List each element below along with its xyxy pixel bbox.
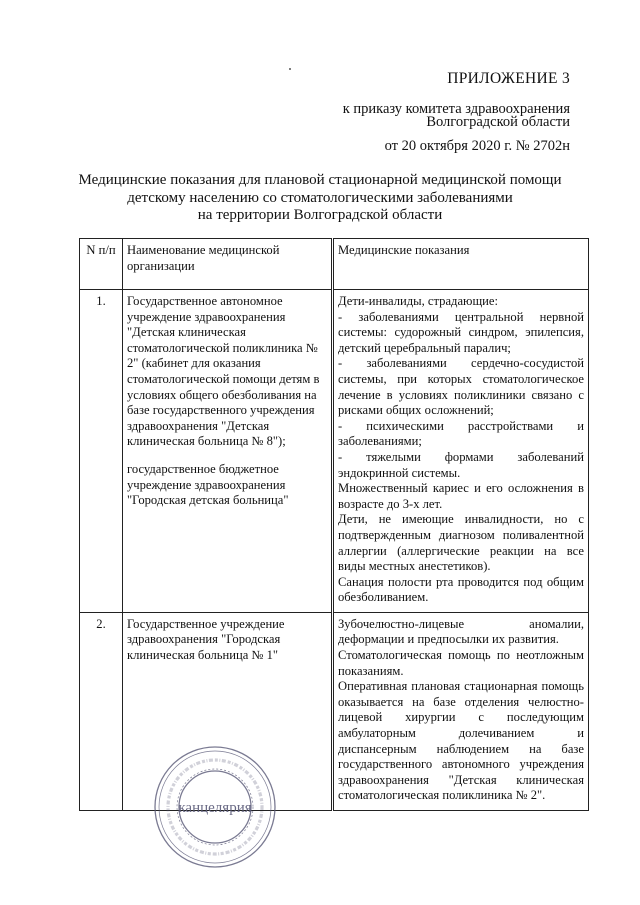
column-header-number: N п/п (80, 239, 123, 290)
organization-name: Государственное автономное учреждение здравоохранения "Детская клиническая стоматологической поликлиника № 2" (кабинет для оказания стоматологической помощи детям в условиях общего обезболивания на базе государственного учреждения здравоохранения "Детская клиническая больница № 8"); (127, 294, 320, 449)
indication-item: Стоматологическая помощь по неотложным показаниям. (338, 648, 584, 678)
indication-item: - заболеваниями сердечно-сосудистой системы, при которых стоматологическое лечение в условиях поликлиники связано с рисками общих осложнений; (338, 356, 584, 418)
table-row (80, 290, 589, 613)
indications-cell (333, 612, 589, 810)
organization-name: Государственное учреждение здравоохранения "Городская клиническая больница № 1" (127, 616, 285, 663)
indication-item: Дети, не имеющие инвалидности, но с подтвержденным диагнозом поливалентной аллергии (аллергические реакции на все виды местных анестетиков). (338, 512, 584, 574)
order-reference-line2: Волгоградской области (426, 114, 570, 130)
column-header-indications: Медицинские показания (333, 239, 589, 290)
office-stamp (150, 742, 280, 872)
order-reference-line1: к приказу комитета здравоохранения (342, 101, 570, 117)
row-number: 2. (80, 612, 123, 810)
row-number: 1. (80, 290, 123, 613)
title-line-3: на территории Волгоградской области (197, 207, 443, 223)
order-date: от 20 октября 2020 г. № 2702н (384, 138, 570, 154)
title-line-1: Медицинские показания для плановой стационарной медицинской помощи (78, 172, 562, 188)
indication-item: Санация полости рта проводится под общим обезболиванием. (338, 574, 584, 605)
indication-item: - заболеваниями центральной нервной системы: судорожный синдром, эпилепсия, детский церебральный паралич; (338, 309, 584, 355)
appendix-number: ПРИЛОЖЕНИЕ 3 (447, 70, 570, 87)
indication-item: Оперативная плановая стационарная помощь оказывается на базе отделения челюстно-лицевой хирургии с последующим амбулаторным долечиванием и диспансерным наблюдением на базе государственного автономного учреждения здравоохранения "Детская клиническая стоматологическая поликлиника № 2". (338, 679, 584, 803)
table-header-row (80, 239, 589, 290)
organization-cell (123, 290, 333, 613)
column-header-organization: Наименование медицинской организации (123, 239, 333, 290)
stamp-center-text: канцелярия (178, 800, 252, 816)
indication-item: Зубочелюстно-лицевые аномалии, деформации и предпосылки их развития. (338, 616, 584, 647)
indication-item: Дети-инвалиды, страдающие: (338, 294, 498, 308)
indications-table (79, 238, 589, 811)
organization-name: государственное бюджетное учреждение здравоохранения "Городская детская больница" (127, 461, 289, 508)
title-line-2: детскому населению со стоматологическими заболеваниями (127, 189, 513, 206)
document-title (70, 172, 570, 225)
indications-cell (333, 290, 589, 613)
indication-item: - тяжелыми формами заболеваний эндокринной системы. (338, 449, 584, 480)
indication-item: - психическими расстройствами и заболеваниями; (338, 418, 584, 449)
indication-item: Множественный кариес и его осложнения в возрасте до 3-х лет. (338, 481, 584, 511)
scan-speck (289, 68, 291, 70)
